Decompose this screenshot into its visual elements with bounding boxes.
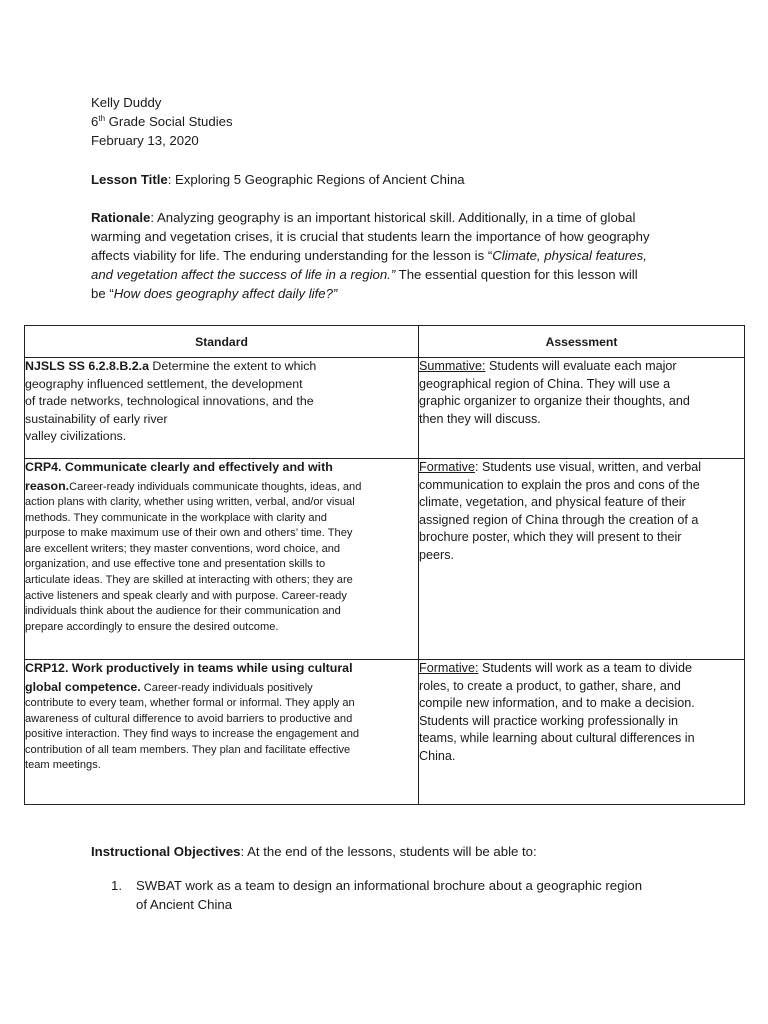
rationale-text: The essential question for this lesson will	[395, 267, 638, 282]
instructional-objectives	[91, 842, 537, 861]
lesson-title-label: Lesson Title	[91, 172, 168, 187]
author-name: Kelly Duddy	[91, 95, 162, 110]
standard-title: CRP4. Communicate clearly and effectively and with	[25, 460, 333, 474]
standard-text: are excellent writers; they master conventions, word choice, and	[25, 542, 341, 555]
lesson-title	[91, 170, 465, 189]
standard-cell	[25, 459, 419, 660]
standard-text: purpose to make maximum use of their own and others’ time. They	[25, 527, 353, 540]
lesson-title-value: : Exploring 5 Geographic Regions of Ancient China	[167, 172, 465, 187]
column-header-standard: Standard	[25, 326, 419, 358]
standard-title: CRP12. Work productively in teams while using cultural	[25, 661, 353, 675]
standard-text: action plans with clarity, whether using written, verbal, and/or visual	[25, 496, 355, 509]
standard-text: contribution of all team members. They plan and facilitate effective	[25, 743, 351, 756]
assessment-text: compile new information, and to make a decision.	[419, 696, 695, 711]
standard-text: active listeners and speak clearly and with purpose. Career-ready	[25, 589, 347, 602]
standard-text: geography influenced settlement, the development	[25, 376, 303, 391]
standard-text: of trade networks, technological innovations, and the	[25, 394, 314, 408]
grade-number: 6	[91, 114, 99, 129]
assessment-text: communication to explain the pros and cons of the	[419, 477, 700, 492]
enduring-understanding: Climate, physical features,	[492, 248, 647, 263]
assessment-type: Summative:	[419, 359, 486, 373]
table-row	[25, 358, 745, 459]
assessment-text: geographical region of China. They will use a	[419, 376, 671, 391]
assessment-text: China.	[419, 748, 456, 763]
assessment-type: Formative:	[419, 661, 479, 675]
standard-title: global competence.	[25, 679, 141, 694]
list-number: 1.	[111, 878, 122, 893]
objective-text: of Ancient China	[136, 897, 233, 912]
standard-text: methods. They communicate in the workplace with clarity and	[25, 511, 327, 524]
rationale-text: warming and vegetation crises, it is crucial that students learn the importance of how geography	[91, 229, 650, 244]
assessment-text: assigned region of China through the creation of a	[419, 512, 699, 527]
standard-cell	[25, 358, 419, 459]
essential-question: How does geography affect daily life?”	[113, 286, 338, 301]
assessment-type: Formative	[419, 460, 475, 474]
standard-code: NJSLS SS 6.2.8.B.2.a	[25, 359, 149, 373]
document-date: February 13, 2020	[91, 133, 199, 148]
grade-ordinal: th	[98, 114, 106, 123]
objectives-intro: : At the end of the lessons, students will be able to:	[240, 844, 537, 859]
rationale-text: be “	[91, 286, 114, 301]
standard-text: sustainability of early river	[25, 411, 168, 426]
assessment-text: peers.	[419, 547, 455, 562]
standard-text: positive interaction. They find ways to increase the engagement and	[25, 728, 360, 741]
assessment-text: Students will evaluate each major	[485, 359, 677, 373]
standard-title: reason.	[25, 478, 70, 493]
objectives-label: Instructional Objectives	[91, 844, 241, 859]
standard-text: Career-ready individuals communicate thoughts, ideas, and	[69, 480, 362, 493]
table-row	[25, 660, 745, 805]
standard-text: Career-ready individuals positively	[140, 681, 313, 694]
assessment-cell	[419, 660, 745, 805]
assessment-text: climate, vegetation, and physical feature of their	[419, 495, 686, 510]
rationale-text: : Analyzing geography is an important historical skill. Additionally, in a time of global	[150, 210, 636, 225]
assessment-text: Students will work as a team to divide	[478, 661, 692, 675]
standard-text: articulate ideas. They are skilled at interacting with others; they are	[25, 574, 353, 587]
assessment-cell	[419, 358, 745, 459]
assessment-text: graphic organizer to organize their thoughts, and	[419, 394, 690, 409]
table-row	[25, 459, 745, 660]
standard-text: organization, and use effective tone and presentation skills to	[25, 558, 326, 571]
standard-text: awareness of cultural difference to avoid barriers to productive and	[25, 712, 353, 725]
assessment-text: roles, to create a product, to gather, share, and	[419, 678, 681, 693]
enduring-understanding: and vegetation affect the success of life in a region.”	[91, 267, 396, 282]
standard-text: valley civilizations.	[25, 429, 127, 443]
document-header	[91, 93, 233, 150]
assessment-text: Students will practice working professionally in	[419, 713, 678, 728]
assessment-text: teams, while learning about cultural differences in	[419, 731, 695, 746]
objective-text: SWBAT work as a team to design an informational brochure about a geographic region	[136, 878, 643, 893]
rationale-paragraph	[91, 208, 691, 303]
standard-cell	[25, 660, 419, 805]
column-header-assessment: Assessment	[419, 326, 745, 358]
standard-text: team meetings.	[25, 759, 101, 772]
standards-assessment-table	[24, 325, 745, 805]
rationale-text: affects viability for life. The enduring understanding for the lesson is “	[91, 248, 493, 263]
grade-subject	[91, 112, 233, 131]
grade-rest: Grade Social Studies	[105, 114, 233, 129]
standard-text: prepare accordingly to ensure the desired outcome.	[25, 620, 279, 633]
assessment-text: then they will discuss.	[419, 411, 541, 426]
assessment-cell	[419, 459, 745, 660]
standard-text: individuals think about the audience for their communication and	[25, 605, 341, 618]
rationale-label: Rationale	[91, 210, 151, 225]
assessment-text: : Students use visual, written, and verbal	[474, 460, 702, 474]
standard-text: contribute to every team, whether formal or informal. They apply an	[25, 697, 355, 710]
assessment-text: brochure poster, which they will present to their	[419, 530, 682, 545]
standard-text: Determine the extent to which	[148, 359, 317, 373]
